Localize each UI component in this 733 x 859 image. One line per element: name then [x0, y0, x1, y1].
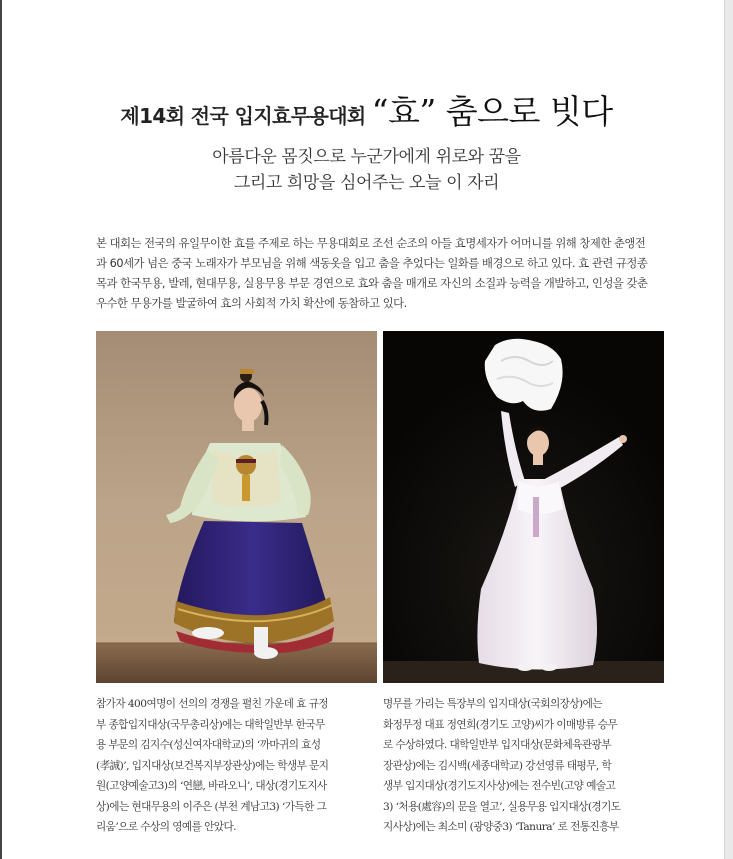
intro-line: 본 대회는 전국의 유일무이한 효를 주제로 하는 무용대회로 조선 순조의 아들 효명세자가 어머니를 위해 창제한 춘앵전 [96, 237, 646, 250]
body-line: 장관상)에는 김시백(세종대학교) 강선영류 태평무, 학 [383, 759, 612, 772]
body-line: (孝誠)’, 입지대상(보건복지부장관상)에는 학생부 문지 [96, 759, 329, 772]
body-line: 용 부문의 김지수(성신여자대학교)의 ‘까마귀의 효성 [96, 739, 321, 751]
body-line: 상)에는 현대무용의 이주은 (부천 계남고3) ‘가득한 그 [96, 800, 327, 813]
body-line: 리움’으로 수상의 영예를 안았다. [96, 821, 236, 833]
intro-line: 우수한 무용가를 발굴하여 효의 사회적 가치 확산에 동참하고 있다. [96, 297, 407, 310]
body-column-right [383, 694, 664, 838]
body-line: 부 종합입지대상(국무총리상)에는 대학일반부 한국무 [96, 718, 325, 731]
subtitle-line: 그리고 희망을 심어주는 오늘 이 자리 [233, 173, 500, 193]
body-line: 참가자 400여명이 선의의 경쟁을 펼친 가운데 효 규정 [96, 698, 328, 710]
body-line: 화정무정 대표 정연희(경기도 고양)씨가 이매방류 승무 [383, 718, 618, 731]
article-title [0, 86, 733, 133]
body-line: 생부 입지대상(경기도지사상)에는 전수빈(고양 예술고 [383, 780, 616, 792]
intro-line: 과 60세가 넘은 중국 노래자가 부모님을 위해 색동옷을 입고 춤을 추었다는 일화를 배경으로 하고 있다. 효 관련 규정종 [96, 257, 648, 270]
subtitle-line: 아름다운 몸짓으로 누군가에게 위로와 꿈을 [212, 147, 521, 167]
title-prefix: 제14회 전국 입지효무용대회 [120, 104, 366, 128]
article-subtitle [0, 144, 733, 196]
body-line: 로 수상하였다. 대학일반부 입지대상(문화체육관광부 [383, 739, 611, 751]
intro-line: 목과 한국무용, 발레, 현대무용, 실용무용 부문 경연으로 효와 춤을 매개로 자신의 소질과 능력을 개발하고, 인성을 갖춘 [96, 277, 648, 290]
title-main: “효” 춤으로 빗다 [371, 92, 613, 131]
intro-paragraph [96, 234, 664, 314]
body-column-left [96, 694, 377, 838]
body-line: 3) ‘처용(處容)의 문을 열고’, 실용무용 입지대상(경기도 [383, 800, 621, 813]
body-line: 명무를 가리는 특장부의 입지대상(국회의장상)에는 [383, 698, 602, 710]
photo-traditional-dancer [96, 331, 377, 683]
photo-white-hanbok-dancer [383, 331, 664, 683]
body-line: 지사상)에는 최소미 (광양중3) ‘Tanura’ 로 전통진흥부 [383, 821, 619, 833]
body-line: 원(고양예술고3)의 ‘연戀, 바라오니’, 대상(경기도지사 [96, 780, 327, 792]
